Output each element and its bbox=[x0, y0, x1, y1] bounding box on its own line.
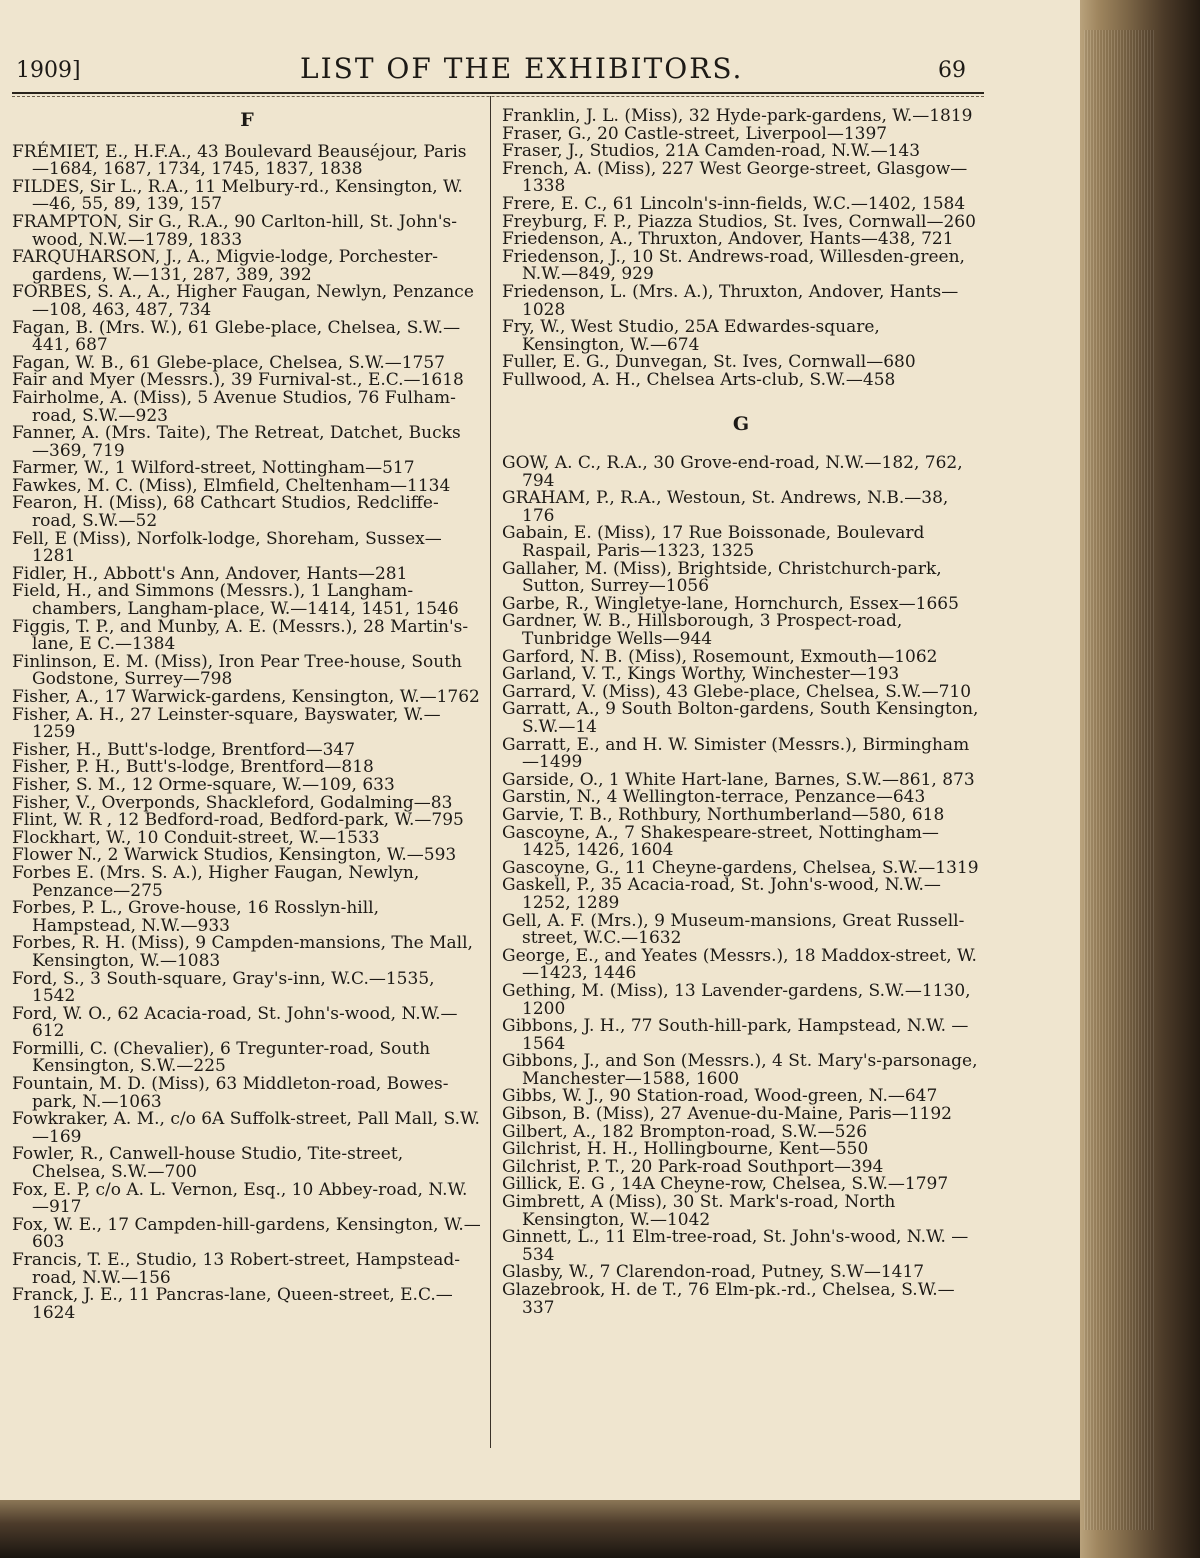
list-item: Fisher, S. M., 12 Orme-square, W.—109, 633 bbox=[12, 774, 395, 795]
list-item: Franklin, J. L. (Miss), 32 Hyde-park-gardens, W.—1819 bbox=[502, 106, 973, 126]
list-item: Fry, W., West Studio, 25A Edwardes-square, Kensington, W.—674 bbox=[502, 317, 880, 355]
list-item: George, E., and Yeates (Messrs.), 18 Maddox-street, W.—1423, 1446 bbox=[502, 945, 977, 984]
left-column bbox=[12, 108, 482, 1322]
section-g-list bbox=[502, 455, 980, 1317]
list-item: Fowkraker, A. M., c/o 6A Suffolk-street, Pall Mall, S.W.—169 bbox=[12, 1109, 480, 1147]
list-item: Glasby, W., 7 Clarendon-road, Putney, S.W—1417 bbox=[502, 1262, 925, 1283]
list-item: Fagan, W. B., 61 Glebe-place, Chelsea, S.W.—1757 bbox=[12, 352, 446, 373]
list-item: Flower N., 2 Warwick Studios, Kensington, W.—593 bbox=[12, 845, 457, 866]
list-item: Gabain, E. (Miss), 17 Rue Boissonade, Boulevard Raspail, Paris—1323, 1325 bbox=[502, 523, 925, 562]
list-item: Franck, J. E., 11 Pancras-lane, Queen-street, E.C.—1624 bbox=[12, 1285, 453, 1323]
list-item: Fidler, H., Abbott's Ann, Andover, Hants—281 bbox=[12, 563, 408, 584]
list-item: Fisher, A., 17 Warwick-gardens, Kensington, W.—1762 bbox=[12, 687, 480, 707]
list-item: Fair and Myer (Messrs.), 39 Furnival-st., E.C.—1618 bbox=[12, 370, 464, 391]
list-item: Fisher, V., Overponds, Shackleford, Godalming—83 bbox=[12, 792, 453, 813]
section-letter-g: G bbox=[732, 412, 750, 435]
list-item: Farmer, W., 1 Wilford-street, Nottingham—517 bbox=[12, 458, 415, 479]
list-item: Gilbert, A., 182 Brompton-road, S.W.—526 bbox=[502, 1121, 868, 1142]
list-item: Formilli, C. (Chevalier), 6 Tregunter-road, South Kensington, S.W.—225 bbox=[12, 1038, 431, 1077]
header-rule bbox=[12, 92, 984, 94]
header-rule-dashed bbox=[12, 96, 984, 97]
list-item: Gibbs, W. J., 90 Station-road, Wood-green, N.—647 bbox=[502, 1086, 938, 1107]
list-item: Garland, V. T., Kings Worthy, Winchester—193 bbox=[502, 664, 900, 685]
list-item: Ginnett, L., 11 Elm-tree-road, St. John's-wood, N.W. —534 bbox=[502, 1227, 969, 1265]
list-item: Ford, W. O., 62 Acacia-road, St. John's-wood, N.W.—612 bbox=[12, 1003, 458, 1042]
list-item: Garratt, A., 9 South Bolton-gardens, South Kensington, S.W.—14 bbox=[502, 699, 979, 737]
list-item: Garvie, T. B., Rothbury, Northumberland—580, 618 bbox=[502, 804, 945, 825]
right-column bbox=[502, 108, 980, 1317]
list-item: Fountain, M. D. (Miss), 63 Middleton-road, Bowes-park, N.—1063 bbox=[12, 1074, 449, 1112]
list-item: FORBES, S. A., A., Higher Faugan, Newlyn, Penzance —108, 463, 487, 734 bbox=[12, 282, 474, 320]
list-item: Friedenson, L. (Mrs. A.), Thruxton, Andover, Hants—1028 bbox=[502, 281, 959, 320]
list-item: FRÉMIET, E., H.F.A., 43 Boulevard Beauséjour, Paris—1684, 1687, 1734, 1745, 1837, 1838 bbox=[12, 141, 467, 180]
list-item: Fraser, G., 20 Castle-street, Liverpool—1397 bbox=[502, 123, 888, 144]
list-item: Fox, W. E., 17 Campden-hill-gardens, Kensington, W.—603 bbox=[12, 1214, 481, 1253]
list-item: Gibbons, J., and Son (Messrs.), 4 St. Mary's-parsonage, Manchester—1588, 1600 bbox=[502, 1051, 978, 1089]
list-item: Fuller, E. G., Dunvegan, St. Ives, Cornwall—680 bbox=[502, 352, 916, 373]
page-edge-texture bbox=[1084, 30, 1154, 1530]
list-item: Glazebrook, H. de T., 76 Elm-pk.-rd., Chelsea, S.W.—337 bbox=[502, 1280, 955, 1318]
list-item: Fearon, H. (Miss), 68 Cathcart Studios, Redcliffe-road, S.W.—52 bbox=[12, 493, 439, 532]
list-item: Frere, E. C., 61 Lincoln's-inn-fields, W.C.—1402, 1584 bbox=[502, 193, 966, 214]
page-title: LIST OF THE EXHIBITORS. bbox=[300, 52, 744, 85]
list-item: Garside, O., 1 White Hart-lane, Barnes, S.W.—861, 873 bbox=[502, 769, 975, 790]
list-item: Gilchrist, H. H., Hollingbourne, Kent—550 bbox=[502, 1139, 869, 1160]
list-item: Field, H., and Simmons (Messrs.), 1 Langham-chambers, Langham-place, W.—1414, 1451, 1546 bbox=[12, 581, 459, 620]
list-item: French, A. (Miss), 227 West George-street, Glasgow—1338 bbox=[502, 158, 968, 197]
list-item: Gallaher, M. (Miss), Brightside, Christchurch-park, Sutton, Surrey—1056 bbox=[502, 558, 942, 597]
list-item: Ford, S., 3 South-square, Gray's-inn, W.C.—1535, 1542 bbox=[12, 968, 435, 1007]
year-label: 1909] bbox=[16, 58, 81, 83]
section-f-list bbox=[12, 141, 482, 1323]
list-item: FILDES, Sir L., R.A., 11 Melbury-rd., Kensington, W. —46, 55, 89, 139, 157 bbox=[12, 176, 463, 215]
list-item: Fawkes, M. C. (Miss), Elmfield, Cheltenham—1134 bbox=[12, 475, 451, 496]
list-item: Gascoyne, A., 7 Shakespeare-street, Nottingham—1425, 1426, 1604 bbox=[502, 822, 939, 861]
list-item: Flockhart, W., 10 Conduit-street, W.—1533 bbox=[12, 827, 380, 848]
list-item: Friedenson, A., Thruxton, Andover, Hants—438, 721 bbox=[502, 229, 954, 250]
list-item: Forbes E. (Mrs. S. A.), Higher Faugan, Newlyn, Penzance—275 bbox=[12, 862, 420, 901]
list-item: Freyburg, F. P., Piazza Studios, St. Ives, Cornwall—260 bbox=[502, 211, 976, 232]
list-item: Fox, E. P, c/o A. L. Vernon, Esq., 10 Abbey-road, N.W.—917 bbox=[12, 1179, 468, 1218]
list-item: GRAHAM, P., R.A., Westoun, St. Andrews, N.B.—38, 176 bbox=[502, 488, 949, 526]
list-item: Gaskell, P., 35 Acacia-road, St. John's-wood, N.W.—1252, 1289 bbox=[502, 875, 941, 913]
list-item: GOW, A. C., R.A., 30 Grove-end-road, N.W.—182, 762, 794 bbox=[502, 453, 963, 491]
list-item: Friedenson, J., 10 St. Andrews-road, Willesden-green, N.W.—849, 929 bbox=[502, 246, 965, 285]
list-item: Francis, T. E., Studio, 13 Robert-street, Hampstead-road, N.W.—156 bbox=[12, 1250, 461, 1288]
list-item: Fowler, R., Canwell-house Studio, Tite-street, Chelsea, S.W.—700 bbox=[12, 1144, 404, 1183]
list-item: Forbes, P. L., Grove-house, 16 Rosslyn-hill, Hampstead, N.W.—933 bbox=[12, 898, 379, 936]
list-item: Garford, N. B. (Miss), Rosemount, Exmouth—1062 bbox=[502, 646, 938, 667]
list-item: Gardner, W. B., Hillsborough, 3 Prospect-road, Tunbridge Wells—944 bbox=[502, 611, 903, 650]
page-header bbox=[0, 52, 1000, 92]
list-item: FRAMPTON, Sir G., R.A., 90 Carlton-hill, St. John's-wood, N.W.—1789, 1833 bbox=[12, 211, 458, 250]
list-item: Gell, A. F. (Mrs.), 9 Museum-mansions, Great Russell-street, W.C.—1632 bbox=[502, 910, 965, 949]
page-number: 69 bbox=[938, 58, 966, 83]
column-divider bbox=[490, 96, 491, 1448]
list-item: Gibbons, J. H., 77 South-hill-park, Hampstead, N.W. —1564 bbox=[502, 1016, 969, 1054]
list-item: Fagan, B. (Mrs. W.), 61 Glebe-place, Chelsea, S.W.—441, 687 bbox=[12, 317, 461, 356]
list-item: Fraser, J., Studios, 21A Camden-road, N.W.—143 bbox=[502, 141, 921, 162]
section-letter-f: F bbox=[240, 109, 254, 131]
list-item: Fairholme, A. (Miss), 5 Avenue Studios, 76 Fulham-road, S.W.—923 bbox=[12, 387, 456, 426]
section-f-continued-list bbox=[502, 108, 980, 390]
list-item: Garratt, E., and H. W. Simister (Messrs.), Birmingham —1499 bbox=[502, 734, 970, 773]
list-item: Flint, W. R , 12 Bedford-road, Bedford-park, W.—795 bbox=[12, 810, 464, 831]
list-item: Fisher, A. H., 27 Leinster-square, Bayswater, W.—1259 bbox=[12, 704, 441, 743]
list-item: Gillick, E. G , 14A Cheyne-row, Chelsea, S.W.—1797 bbox=[502, 1174, 949, 1195]
list-item: Fullwood, A. H., Chelsea Arts-club, S.W.—458 bbox=[502, 369, 896, 390]
list-item: Garstin, N., 4 Wellington-terrace, Penzance—643 bbox=[502, 787, 926, 808]
list-item: Gascoyne, G., 11 Cheyne-gardens, Chelsea, S.W.—1319 bbox=[502, 857, 979, 878]
list-item: Garrard, V. (Miss), 43 Glebe-place, Chelsea, S.W.—710 bbox=[502, 681, 972, 702]
list-item: Fisher, P. H., Butt's-lodge, Brentford—818 bbox=[12, 757, 374, 778]
list-item: Finlinson, E. M. (Miss), Iron Pear Tree-house, South Godstone, Surrey—798 bbox=[12, 651, 463, 690]
list-item: FARQUHARSON, J., A., Migvie-lodge, Porchester-gardens, W.—131, 287, 389, 392 bbox=[12, 247, 438, 285]
list-item: Gibson, B. (Miss), 27 Avenue-du-Maine, Paris—1192 bbox=[502, 1104, 953, 1125]
list-item: Gimbrett, A (Miss), 30 St. Mark's-road, North Kensington, W.—1042 bbox=[502, 1192, 896, 1230]
list-item: Gething, M. (Miss), 13 Lavender-gardens, S.W.—1130, 1200 bbox=[502, 980, 971, 1019]
list-item: Figgis, T. P., and Munby, A. E. (Messrs.), 28 Martin's-lane, E C.—1384 bbox=[12, 616, 469, 655]
list-item: Gilchrist, P. T., 20 Park-road Southport—394 bbox=[502, 1156, 884, 1177]
list-item: Garbe, R., Wingletye-lane, Hornchurch, Essex—1665 bbox=[502, 593, 959, 614]
list-item: Fanner, A. (Mrs. Taite), The Retreat, Datchet, Bucks —369, 719 bbox=[12, 423, 461, 461]
list-item: Fell, E (Miss), Norfolk-lodge, Shoreham, Sussex—1281 bbox=[12, 528, 442, 567]
list-item: Forbes, R. H. (Miss), 9 Campden-mansions, The Mall, Kensington, W.—1083 bbox=[12, 933, 473, 971]
list-item: Fisher, H., Butt's-lodge, Brentford—347 bbox=[12, 739, 356, 760]
page-bottom-shadow bbox=[0, 1500, 1080, 1558]
